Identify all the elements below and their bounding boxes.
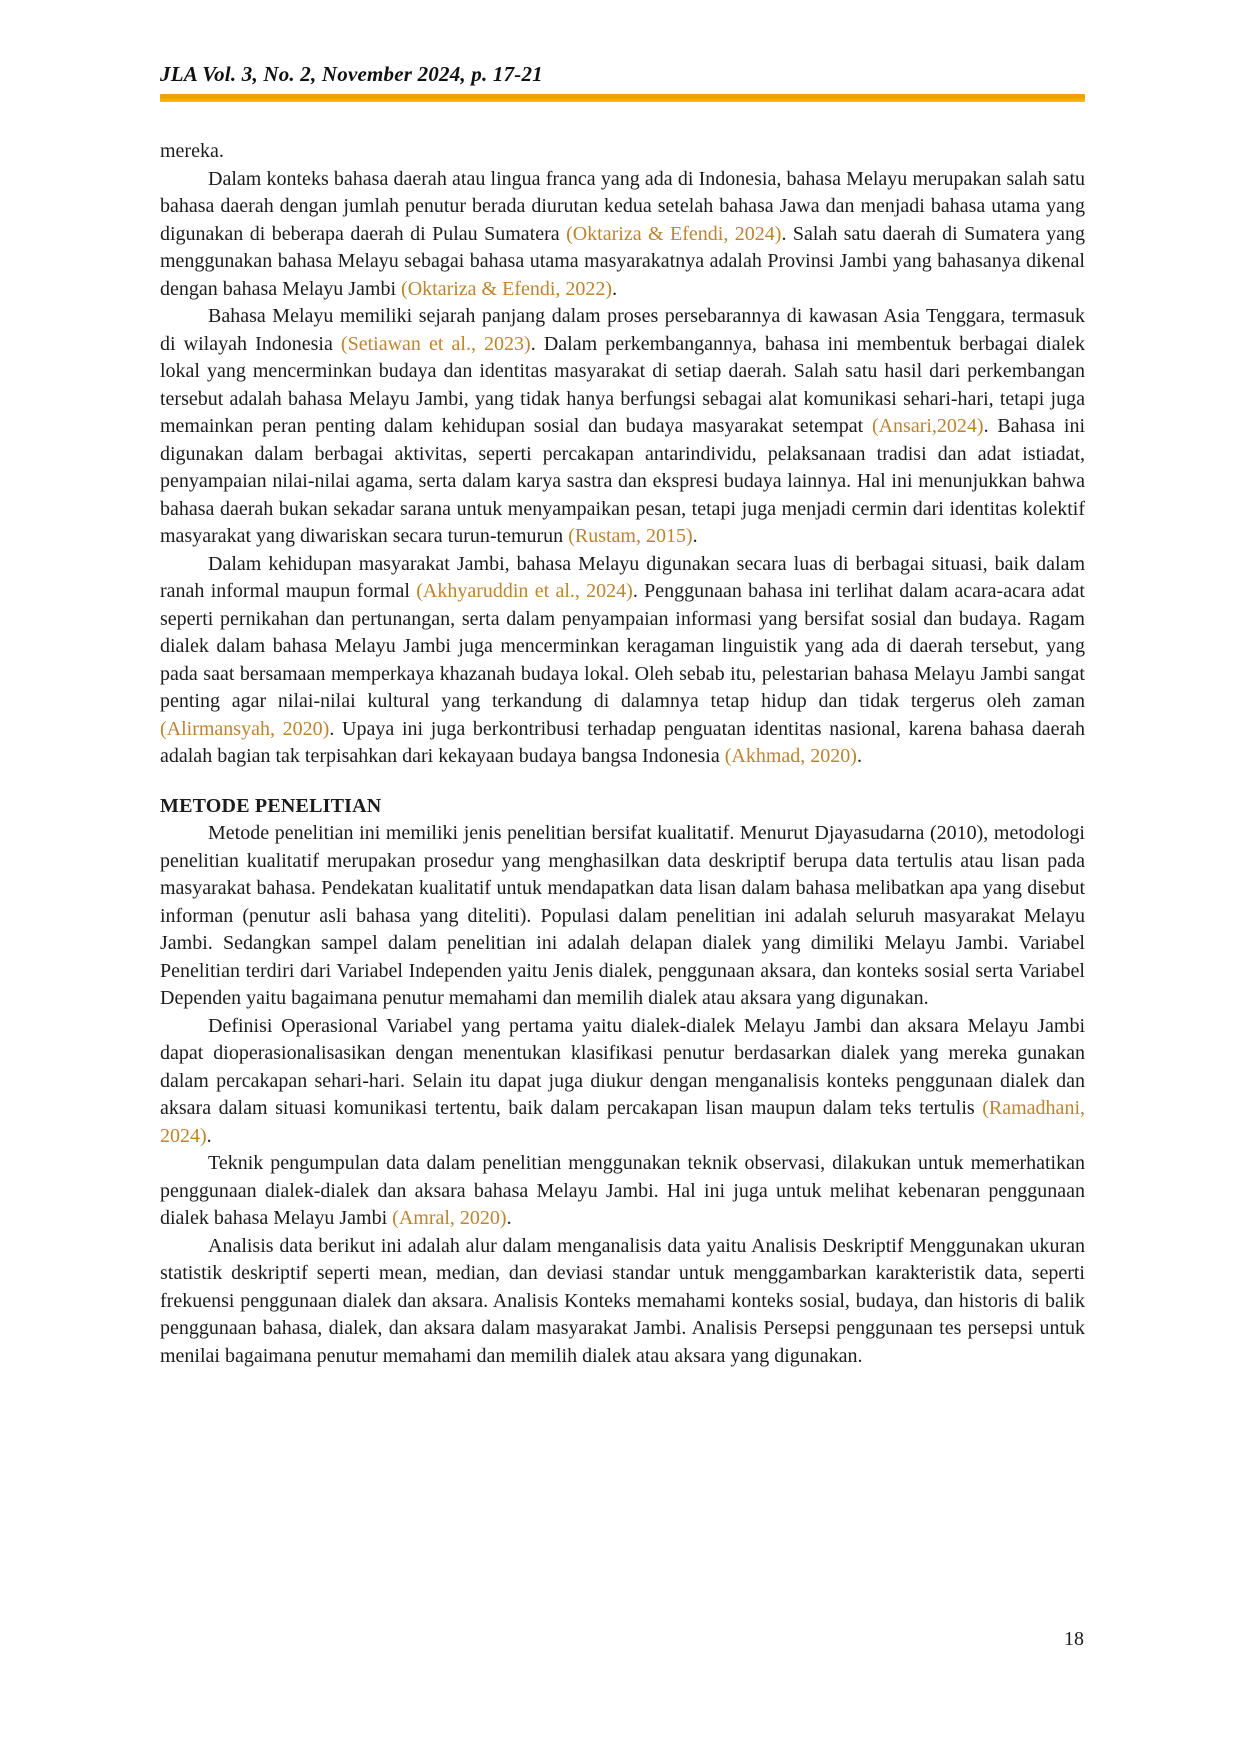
paragraph [160,303,1085,551]
text-run: . [612,277,618,300]
text-run: Definisi Operasional Variabel yang pertama yaitu dialek-dialek Melayu Jambi dan aksara Melayu Jambi dapat dioperasionalisasikan dengan menentukan klasifikasi penutur berdasarkan dialek yang mereka gunakan dalam percakapan sehari-hari. Selain itu dapat juga diukur dengan menganalisis konteks penggunaan dialek dan aksara dalam situasi komunikasi tertentu, baik dalam percakapan lisan maupun dalam teks tertulis [160,1014,1085,1119]
paragraph [160,551,1085,771]
page-content [160,62,1085,1370]
text-run: . Bahasa ini digunakan dalam berbagai aktivitas, seperti percakapan antarindividu, pelaksanaan tradisi dan adat istiadat, penyampaian nilai-nilai agama, serta dalam karya sastra dan ekspresi budaya lainnya. Hal ini menunjukkan bahwa bahasa daerah bukan sekadar sarana untuk menyampaikan pesan, tetapi juga menjadi cermin dari identitas kolektif masyarakat yang diwariskan secara turun-temurun [160,415,1086,547]
section-heading: METODE PENELITIAN [160,794,382,817]
text-run: Dalam konteks bahasa daerah atau lingua franca yang ada di Indonesia, bahasa Melayu merupakan salah satu bahasa daerah dengan jumlah penutur berada diurutan kedua setelah bahasa Jawa dan menjadi bahasa utama yang digunakan di beberapa daerah di Pulau Sumatera [160,167,1085,245]
citation-link[interactable]: (Alirmansyah, 2020) [160,717,330,740]
paragraph [160,1233,1085,1371]
text-run: mereka. [160,140,224,162]
text-run: Dalam kehidupan masyarakat Jambi, bahasa Melayu digunakan secara luas di berbagai situasi, baik dalam ranah informal maupun formal [160,552,1085,602]
text-run: . Salah satu daerah di Sumatera yang menggunakan bahasa Melayu sebagai bahasa utama masyarakatnya adalah Provinsi Jambi yang bahasanya dikenal dengan bahasa Melayu Jambi [160,222,1086,300]
text-run: Metode penelitian ini memiliki jenis penelitian bersifat kualitatif. Menurut Djayasudarna (2010), metodologi penelitian kualitatif merupakan prosedur yang menghasilkan data deskriptif berupa data tertulis atau lisan pada masyarakat bahasa. Pendekatan kualitatif untuk mendapatkan data lisan dalam bahasa melibatkan apa yang disebut informan (penutur asli bahasa yang diteliti). Populasi dalam penelitian ini adalah seluruh masyarakat Melayu Jambi. Sedangkan sampel dalam penelitian ini adalah delapan dialek yang dimiliki Melayu Jambi. Variabel Penelitian terdiri dari Variabel Independen yaitu Jenis dialek, penggunaan aksara, dan konteks sosial serta Variabel Dependen yaitu bagaimana penutur memahami dan memilih dialek atau aksara yang digunakan. [160,822,1085,1009]
citation-link[interactable]: (Oktariza & Efendi, 2022) [401,277,613,300]
citation-link[interactable]: (Setiawan et al., 2023) [340,332,531,355]
page-number: 18 [1064,1628,1084,1650]
paragraph [160,820,1085,1013]
text-run: . Penggunaan bahasa ini terlihat dalam acara-acara adat seperti pernikahan dan pertunangan, serta dalam penyampaian informasi yang bersifat sosial dan budaya. Ragam dialek dalam bahasa Melayu Jambi juga mencerminkan keragaman linguistik yang ada di daerah tersebut, yang pada saat bersamaan memperkaya khazanah budaya lokal. Oleh sebab itu, pelestarian bahasa Melayu Jambi sangat penting agar nilai-nilai kultural yang terkandung di dalamnya tetap hidup dan tidak tergerus oleh zaman [160,580,1085,712]
citation-link[interactable]: (Rustam, 2015) [568,525,693,547]
paragraph [160,138,1085,166]
running-head: JLA Vol. 3, No. 2, November 2024, p. 17-21 [160,62,543,86]
article-body [160,138,1085,1370]
citation-link[interactable]: (Ramadhani, 2024) [160,1097,1085,1147]
citation-link[interactable]: (Akhmad, 2020) [724,745,857,767]
text-run: Bahasa Melayu memiliki sejarah panjang dalam proses persebarannya di kawasan Asia Tenggara, termasuk di wilayah Indonesia [160,305,1085,355]
paragraph [160,1013,1085,1151]
citation-link[interactable]: (Akhyaruddin et al., 2024) [416,580,633,602]
paragraph [160,166,1085,304]
text-run: . Upaya ini juga berkontribusi terhadap penguatan identitas nasional, karena bahasa daerah adalah bagian tak terpisahkan dari kekayaan budaya bangsa Indonesia [160,717,1085,767]
text-run: . [856,745,862,767]
text-run: Teknik pengumpulan data dalam penelitian menggunakan teknik observasi, dilakukan untuk memerhatikan penggunaan dialek-dialek dan aksara bahasa Melayu Jambi. Hal ini juga untuk melihat kebenaran penggunaan dialek bahasa Melayu Jambi [160,1152,1085,1229]
header-rule [160,94,1085,102]
text-run: Analisis data berikut ini adalah alur dalam menganalisis data yaitu Analisis Deskriptif Menggunakan ukuran statistik deskriptif seperti mean, median, dan deviasi standar untuk menggambarkan karakteristik data, seperti frekuensi penggunaan dialek dan aksara. Analisis Konteks memahami konteks sosial, budaya, dan historis di balik penggunaan bahasa, dialek, dan aksara dalam masyarakat Jambi. Analisis Persepsi penggunaan tes persepsi untuk menilai bagaimana penutur memahami dan memilih dialek atau aksara yang digunakan. [160,1234,1085,1367]
citation-link[interactable]: (Amral, 2020) [392,1207,507,1229]
text-run: . [692,525,698,547]
text-run: . Dalam perkembangannya, bahasa ini membentuk berbagai dialek lokal yang mencerminkan budaya dan identitas masyarakat di setiap daerah. Salah satu hasil dari perkembangan tersebut adalah bahasa Melayu Jambi, yang tidak hanya berfungsi sebagai alat komunikasi sehari-hari, tetapi juga memainkan peran penting dalam kehidupan sosial dan budaya masyarakat setempat [160,332,1086,437]
text-run: . [506,1207,512,1229]
text-run: . [206,1124,212,1147]
paragraph [160,1150,1085,1233]
citation-link[interactable]: (Ansari,2024) [871,415,984,437]
citation-link[interactable]: (Oktariza & Efendi, 2024) [566,222,782,245]
